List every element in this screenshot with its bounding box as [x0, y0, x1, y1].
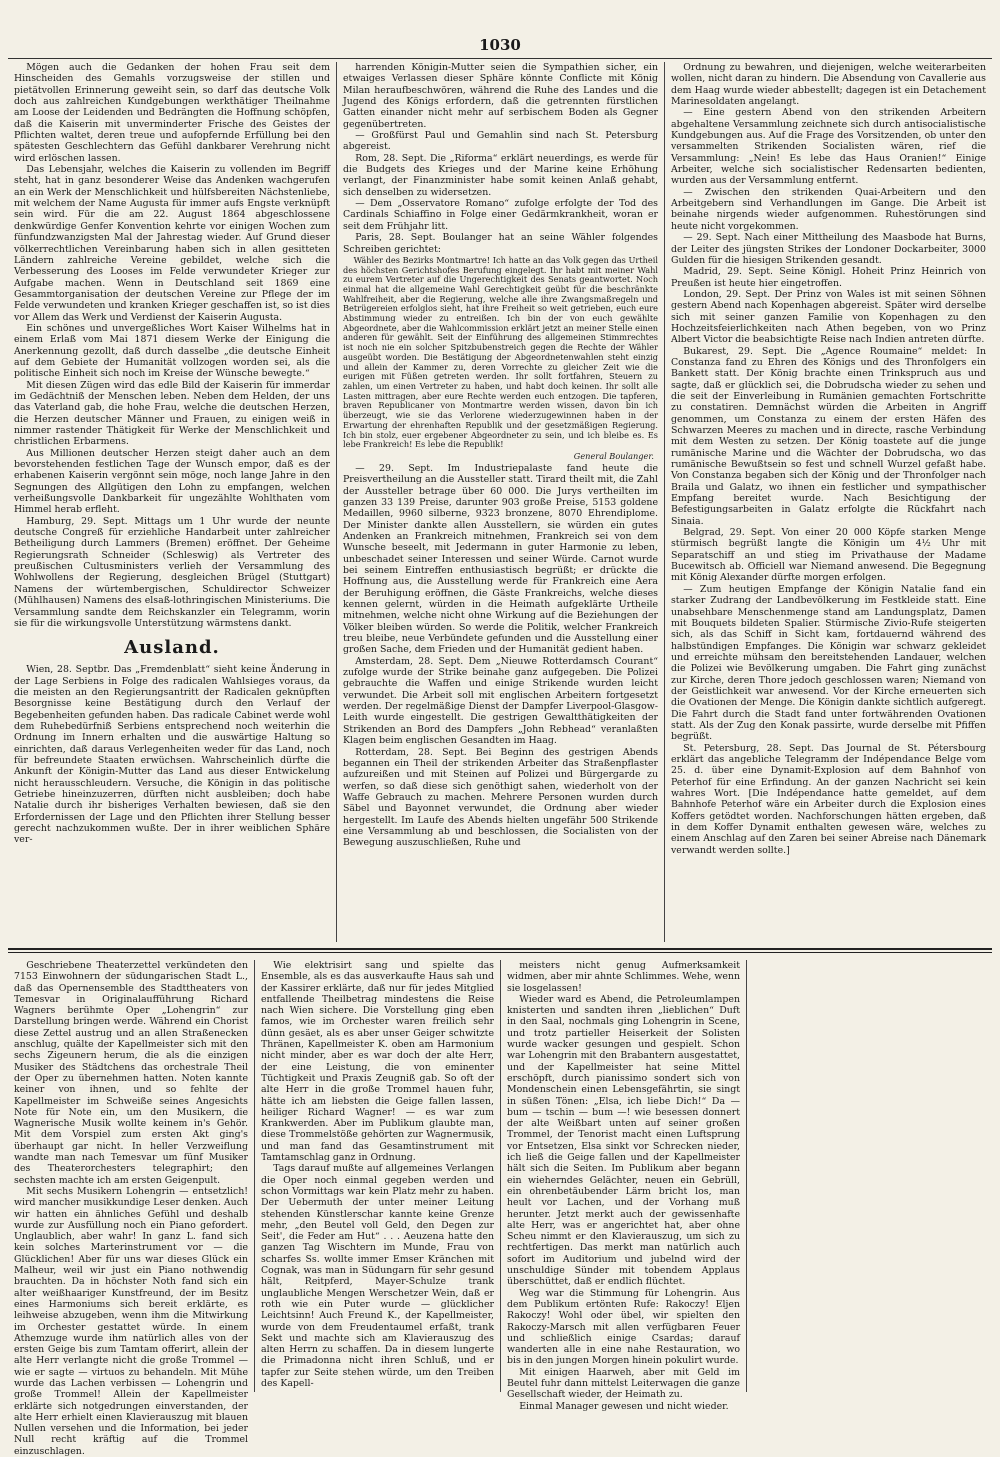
- news-column-2: [336, 62, 664, 942]
- paragraph: Aus Millionen deutscher Herzen steigt daher auch an dem bevorstehenden festlichen Tage der Wunsch empor, daß es der erhabenen Kaiserin vergönnt sein möge, noch lange Jahre in den Segnungen des Allgütigen den Lohn zu empfangen, welchen verheißungsvolle Dankbarkeit für ungezählte Wohlthaten vom Himmel herab erfleht.: [14, 447, 330, 516]
- column-2-after-letter: [343, 463, 658, 849]
- paragraph: — Eine gestern Abend von den strikenden Arbeitern abgehaltene Versammlung zeichnete sich durch antisocialistische Kundgebungen aus. Auf die Frage des Vorsitzenden, ob unter den versammelten Strikenden Socialisten wären, rief die Versammlung: „Nein! Es lebe das Haus Oranien!“ Einige Arbeiter, welche sich socialistischer Redensarten bedienten, wurden aus der Versammlung entfernt.: [671, 107, 986, 187]
- paragraph: Mit sechs Musikern Lohengrin — entsetzlich! wird mancher musikkundige Leser denken. Auch wir hatten ein ähnliches Gefühl und deshalb wurde zur Ausfüllung noch ein Piano gefordert. Unglaublich, aber wahr! In ganz L. fand sich kein solches Marterinstrument vor — die Glücklichen! Aber für uns war dieses Glück ein Malheur, weil wir just ein Piano nothwendig brauchten. Da in höchster Noth fand sich ein alter weißhaariger Kunstfreund, der im Besitz eines Harmoniums sich bereit erklärte, es leihweise abzugeben, wenn ihm die Mitwirkung im Orchester gestattet würde. In einem Athemzuge wurde ihm natürlich alles von der ersten Geige bis zum Tamtam offerirt, allein der alte Herr verlangte nicht die große Trommel — wie er sagte — virtuos zu behandeln. Mit Mühe wurde das Lachen verbissen — Lohengrin und große Trommel! Allein der Kapellmeister erklärte sich notgedrungen einverstanden, der alte Herr erhielt einen Klavierauszug mit blauen Nullen versehen und die Information, bei jeder Null recht kräftig auf die Trommel einzuschlagen.: [14, 1185, 248, 1457]
- paragraph: Rom, 28. Sept. Die „Riforma“ erklärt neuerdings, es werde für die Budgets des Krieges und der Marine keine Erhöhung verlangt, der Finanzminister habe somit keinen Anlaß gehabt, sich denselben zu widersetzen.: [343, 152, 658, 198]
- column-3-paragraphs: [671, 62, 986, 856]
- column-2-paragraphs: [343, 62, 658, 255]
- paragraph: Weg war die Stimmung für Lohengrin. Aus dem Publikum ertönten Rufe: Rakoczy! Eljen Rakoczy! Wohl oder übel, wir spielten den Rakoczy-Marsch mit allen verfügbaren Feuer und schließlich einige Csardas; darauf wanderten alle in eine nahe Restauration, wo bis in den jungen Morgen hinein pokulirt wurde.: [507, 1287, 740, 1367]
- paragraph: meisters nicht genug Aufmerksamkeit widmen, aber mir ahnte Schlimmes. Wehe, wenn sie losgelassen!: [507, 960, 740, 994]
- paragraph: Ein schönes und unvergeßliches Wort Kaiser Wilhelms hat in einem Erlaß vom Mai 1871 diesem Werke der Einigung die Anerkennung gezollt, daß durch dasselbe „die deutsche Einheit auf dem Gebiete der Humanität vollzogen worden sei, als die politische Einheit sich noch im Kreise der Wünsche bewegte.“: [14, 322, 330, 380]
- feuilleton-column-4: [746, 960, 992, 1392]
- paragraph: Geschriebene Theaterzettel verkündeten den 7153 Einwohnern der südungarischen Stadt L., daß das Opernensemble des Stadttheaters von Temesvar in Originalaufführung Richard Wagners berühmte Oper „Lohengrin“ zur Darstellung bringen werde. Während ein Chorist diese Zettel austrug und an allen Straßenecken anschlug, quälte der Kapellmeister sich mit den sechs Zigeunern herum, die als die einzigen Musiker des Städtchens das orchestrale Theil der Oper zu übernehmen hatten. Noten kannte keiner von ihnen, und so fehlte der Kapellmeister im Schweiße seines Angesichts Note für Note ein, um den Musikern, die Wagnerische Musik wollte keinem in's Gehör. Mit dem Vorspiel zum ersten Akt ging's überhaupt gar nicht. In heller Verzweiflung wandte man nach Temesvar um fünf Musiker des Theaterorchesters telegraphirt; den sechsten machte ich am ersten Geigenpult.: [14, 960, 248, 1186]
- feuilleton-column-2: [254, 960, 500, 1392]
- paragraph: Wieder ward es Abend, die Petroleumlampen knisterten und sandten ihren „lieblichen“ Duft in den Saal, nochmals ging Lohengrin in Scene, und trotz partieller Heiserkeit der Solisten wurde wacker gesungen und gespielt. Schon war Lohengrin mit den Brabantern ausgestattet, und der Kapellmeister hat seine Mittel erschöpft, durch pianissimo sondert sich von Mondenschein einen Lebensgefährtin, sie singt in süßen Tönen: „Elsa, ich liebe Dich!“ Da — bum — tschin — bum —! wie besessen donnert der alte Weißbart unten auf seiner großen Trommel, der Tenorist macht einen Luftsprung vor Entsetzen, Elsa sinkt vor Schrecken nieder, ich ließ die Geige fallen und der Kapellmeister hält sich die Seiten. Im Publikum aber begann ein wieherndes Gelächter, neuen ein Gebrüll, ein ohrenbetäubender Lärm bricht los, man heult vor Lachen, und der Vorhang muß herunter. Jetzt merkt auch der gewissenhafte alte Herr, was er angerichtet hat, aber ohne Scheu nimmt er den Klavierauszug, um sich zu rechtfertigen. Das merkt man natürlich auch sofort im Auditorium und jubelnd wird der unschuldige Sünder mit tobendem Applaus überschüttet, daß er endlich flüchtet.: [507, 993, 740, 1288]
- paragraph: Mit diesen Zügen wird das edle Bild der Kaiserin für immerdar im Gedächtniß der Menschen leben. Neben dem Helden, der uns das Vaterland gab, die hohe Frau, welche die deutschen Herzen, die Herzen deutscher Männer und Frauen, zu einigen weiß in nimmer rastender Thätigkeit für Werke der Menschlichkeit und christlichen Erbarmens.: [14, 379, 330, 448]
- boulanger-letter: [343, 256, 658, 450]
- paragraph: Wien, 28. Septbr. Das „Fremdenblatt“ sieht keine Änderung in der Lage Serbiens in Folge des radicalen Wahlsieges voraus, da die meisten an den Regierungsantritt der Radicalen geknüpften Besorgnisse keine Bestätigung durch den Verlauf der Begebenheiten gefunden haben. Das radicale Cabinet werde wohl dem Ruhebedürfniß Serbiens entsprechend noch weiterhin die Ordnung im Innern erhalten und die auswärtige Haltung so einrichten, daß daraus Verlegenheiten weder für das Land, noch für befreundete Staaten erwüchsen. Wahrscheinlich dürfte die Ankunft der Königin-Mutter das Land aus dieser Entwickelung nicht herausschleudern. Versuche, die Königin in das politische Getriebe hineinzuzerren, dürften nicht ausbleiben; doch habe Natalie durch ihr bisheriges Verhalten bewiesen, daß sie den Erfordernissen der Lage und den Pflichten ihrer Stellung besser gerecht nachzukommen wußte. Der in ihrer weiblichen Sphäre ver-: [14, 664, 330, 846]
- paragraph: — Dem „Osservatore Romano“ zufolge erfolgte der Tod des Cardinals Schiaffino in Folge einer Gedärmkrankheit, woran er seit dem Frühjahr litt.: [343, 198, 658, 232]
- feuilleton-column-3: [500, 960, 746, 1412]
- paragraph: Hamburg, 29. Sept. Mittags um 1 Uhr wurde der neunte deutsche Congreß für erziehliche Handarbeit unter zahlreicher Betheiligung durch Lammers (Bremen) eröffnet. Der Geheime Regierungsrath Schneider (Schleswig) als Vertreter des preußischen Cultusministers verlieh der Versammlung des Wohlwollens der Regierung, desgleichen Brügel (Stuttgart) Namens der würtembergischen, Schuldirector Schweizer (Mühlhausen) Namens des elsaß-lothringischen Ministeriums. Die Versammlung sandte dem Reichskanzler ein Telegramm, worin sie für die wirkungsvolle Unterstützung wärmstens dankt.: [14, 515, 330, 629]
- paragraph: Wie elektrisirt sang und spielte das Ensemble, als es das ausverkaufte Haus sah und der Kassirer erklärte, daß nur für jedes Mitglied entfallende Theilbetrag mindestens die Reise nach Wien sichere. Die Vorstellung ging eben famos, wie im Orchester waren freilich sehr dünn gesäet, als es aber unser Geiger schwitzte Thränen, Kapellmeister K. oben am Harmonium nicht minder, aber es war doch der alte Herr, der eine Leistung, die von eminenter Tüchtigkeit und Praxis Zeugniß gab. So oft der alte Herr in die große Trommel hauen fuhr, hätte ich am liebsten die Geige fallen lassen, heiliger Richard Wagner! — es war zum Krankwerden. Aber im Publikum glaubte man, diese Trommelstöße gehörten zur Wagnermusik, und man fand das Gesamtinstrument mit Tamtamschlag ganz in Ordnung.: [261, 960, 494, 1164]
- section-heading-ausland: Ausland.: [124, 637, 220, 659]
- letter-signature: General Boulanger.: [573, 450, 654, 461]
- paragraph: — Zwischen den strikenden Quai-Arbeitern und den Arbeitgebern sind Verhandlungen im Gange. Die Arbeit ist beinahe nirgends wieder aufgenommen. Ruhestörungen sind heute nicht vorgekommen.: [671, 186, 986, 232]
- column-1-paragraphs: [14, 62, 330, 629]
- header-rule: [8, 58, 992, 59]
- paragraph: London, 29. Sept. Der Prinz von Wales ist mit seinen Söhnen gestern Abend nach Kopenhagen abgereist. Später wird derselbe sich mit seiner ganzen Familie von Kopenhagen zu den Hochzeitsfeierlichkeiten nach Athen begeben, von wo Prinz Albert Victor die beabsichtigte Reise nach Indien antreten dürfte.: [671, 288, 986, 346]
- paragraph: Wähler des Bezirks Montmartre! Ich hatte an das Volk gegen das Urtheil des höchsten Gerichtshofes Berufung eingelegt. Ihr habt mit meiner Wahl zu eurem Vertreter auf die Ungerechtigkeit des Senats geantwortet. Noch einmal hat die allgemeine Wahl Gerechtigkeit geübt für die beschränkte Wahlfreiheit, aber die Regierung, welche alle ihre Zwangsmaßregeln und Betrügereien erfolglos sieht, hat ihre Freiheit so weit getrieben, euch eure Abstimmung wieder zu entreißen. Ich bin der von euch gewählte Abgeordnete, aber die Wahlcommission erklärt jetzt an meiner Stelle einen anderen für gewählt. Seit der Einführung des allgemeinen Stimmrechtes ist noch nie ein solcher Spitzbubenstreich gegen die Rechte der Wähler ausgeübt worden. Die Bestätigung der Abgeordnetenwahlen steht einzig und allein der Kammer zu, deren Vorrechte zu gleicher Zeit wie die eurigen mit Füßen getreten werden. Ihr sollt fortfahren, Steuern zu zahlen, um einen Vertreter zu haben, und habt doch keinen. Ihr sollt alle Lasten mittragen, aber eure Rechte werden euch entzogen. Die tapferen, braven Republicaner von Montmartre werden wissen, davon bin ich überzeugt, wie sie das Verlorene wiederzugewinnen haben in der Erwartung der ehrenhaften Republik und der gesetzmäßigen Regierung. Ich bin stolz, euer ergebener Abgeordneter zu sein, und ich bleibe es. Es lebe Frankreich! Es lebe die Republik!: [343, 254, 658, 450]
- paragraph: Paris, 28. Sept. Boulanger hat an seine Wähler folgendes Schreiben gerichtet:: [343, 232, 658, 255]
- paragraph: Amsterdam, 28. Sept. Dem „Nieuwe Rotterdamsch Courant“ zufolge wurde der Strike beinahe ganz aufgegeben. Die Polizei gebrauchte die Waffen und einige Strikende wurden leicht verwundet. Die Arbeit soll mit englischen Arbeitern fortgesetzt werden. Der regelmäßige Dienst der Dampfer Liverpool-Glasgow-Leith wurde eingestellt. Die gestrigen Gewaltthätigkeiten der Strikenden an Bord des Dampfers „John Rebhead“ veranlaßten Klagen beim englischen Gesandten im Haag.: [343, 655, 658, 747]
- paragraph: Madrid, 29. Sept. Seine Königl. Hoheit Prinz Heinrich von Preußen ist heute hier eingetroffen.: [671, 266, 986, 289]
- news-column-3: [664, 62, 992, 942]
- feuilleton-column-1: [8, 960, 254, 1457]
- paragraph: — Großfürst Paul und Gemahlin sind nach St. Petersburg abgereist.: [343, 130, 658, 153]
- news-column-1: [8, 62, 336, 942]
- feuilleton-col-1-paragraphs: [14, 960, 248, 1457]
- feuilleton-col-2-paragraphs: [261, 960, 494, 1389]
- paragraph: — 29. Sept. Im Industriepalaste fand heute die Preisvertheilung an die Aussteller statt. Tirard theilt mit, die Zahl der Aussteller betrage über 60 000. Die Jurys vertheilten im ganzen 33 139 Preise, darunter 903 große Preise, 5153 goldene Medaillen, 9960 silberne, 9323 bronzene, 8070 Ehrendiplome. Der Minister dankte allen Ausstellern, sie würden ein gutes Andenken an Frankreich mitnehmen, Frankreich sei von dem Wunsche beseelt, mit Jedermann in guter Harmonie zu leben, unbeschadet seiner Interessen und seiner Würde. Carnot wurde bei seinem Eintreffen enthusiastisch begrüßt; er drückte die Hoffnung aus, die Ausstellung werde für Frankreich eine Aera der Beruhigung eröffnen, die Gäste Frankreichs, welche dieses kennen gelernt, würden in die Heimath aufgeklärte Urtheile mitnehmen, welche nicht ohne Wirkung auf die Beziehungen der Völker bleiben würden. So werde die Politik, welcher Frankreich treu bleibe, neue Verbündete gefunden und die Ausstellung einer großen Sache, dem Frieden und der Humanität gedient haben.: [343, 462, 658, 656]
- paragraph: — Zum heutigen Empfange der Königin Natalie fand ein starker Zudrang der Landbevölkerung im Festkleide statt. Eine unabsehbare Menschenmenge stand am Landungsplatz, Damen mit Bouquets bildeten Spalier. Stürmische Zivio-Rufe steigerten sich, als das Schiff in Sicht kam, fortdauernd während des halbstündigen Empfanges. Die Königin war schwarz gekleidet und erreichte mühsam den bereitstehenden Landauer, welchen die Polizei wie Bevölkerung umgaben. Die Fahrt ging zunächst zur Kirche, deren Thore jedoch geschlossen waren; Niemand von der Geistlichkeit war anwesend. Vor der Kirche erneuerten sich die Ovationen der Menge. Die Königin dankte sichtlich aufgeregt. Die Fahrt durch die Stadt fand unter fortwährenden Ovationen statt. Als der Zug den Konak passirte, wurde derselbe mit Pfiffen begrüßt.: [671, 583, 986, 743]
- paragraph: Rotterdam, 28. Sept. Bei Beginn des gestrigen Abends begannen ein Theil der strikenden Arbeiter das Straßenpflaster aufzureißen und mit Steinen auf Polizei und Bürgergarde zu werfen, so daß diese sich genöthigt sahen, wiederholt von der Waffe Gebrauch zu machen. Mehrere Personen wurden durch Säbel und Bayonnet verwundet, die Ordnung aber wieder hergestellt. Im Laufe des Abends hielten ungefähr 500 Strikende eine Versammlung ab und beschlossen, die Socialisten von der Bewegung auszuschließen, Ruhe und: [343, 746, 658, 849]
- paragraph: Das Lebensjahr, welches die Kaiserin zu vollenden im Begriff steht, hat in ganz besonderer Weise das Andenken wachgerufen an ein Werk der Menschlichkeit und hülfsbereiten Nächstenliebe, mit welchem der Name Augusta für immer aufs Engste verknüpft sein wird. Für die am 22. August 1864 abgeschlossene denkwürdige Genfer Konvention kehrte vor einigen Wochen zum fünfundzwanzigsten Mal der Jahrestag wieder. Auf Grund dieser völkerrechtlichen Vereinbarung haben sich in allen gesitteten Ländern zahlreiche Vereine gebildet, welche sich die Verbesserung des Looses im Felde verwundeter Krieger zur Aufgabe machen. Wenn in Deutschland seit 1869 eine Gesammtorganisation der deutschen Vereine zur Pflege der im Felde verwundeten und kranken Krieger geschaffen ist, so ist dies vor Allem das Werk und Verdienst der Kaiserin Augusta.: [14, 164, 330, 323]
- paragraph: Einmal Manager gewesen und nicht wieder.: [519, 1400, 729, 1412]
- paragraph: Mit einigen Haarweh, aber mit Geld im Beutel fuhr dann mittelst Leiterwagen die ganze Gesellschaft wieder, der Heimath zu.: [507, 1366, 740, 1401]
- paragraph: harrenden Königin-Mutter seien die Sympathien sicher, ein etwaiges Verlassen dieser Sphäre könnte Conflicte mit König Milan heraufbeschwören, während die Ruhe des Landes und die Jugend des Königs erfordern, daß die getrennten fürstlichen Gatten einander nicht mehr auf serbischem Boden als Gegner gegenübertreten.: [343, 62, 658, 130]
- paragraph: Mögen auch die Gedanken der hohen Frau seit dem Hinscheiden des Gemahls vorzugsweise der stillen und pietätvollen Erinnerung geweiht sein, so darf das deutsche Volk doch aus zahlreichen Kundgebungen werkthätiger Theilnahme am Loose der Leidenden und Bedrängten die Hoffnung schöpfen, daß die Kaiserin mit unverminderter Frische des Geistes der Pflichten waltet, deren treue und aufopfernde Erfüllung bei den spätesten Geschlechtern das Gefühl dankbarer Verehrung nicht wird erlöschen lassen.: [14, 62, 330, 164]
- feuilleton-rule-thin: [8, 952, 992, 953]
- paragraph: Ordnung zu bewahren, und diejenigen, welche weiterarbeiten wollen, nicht daran zu hindern. Die Absendung von Cavallerie aus dem Haag wurde wieder abbestellt; dagegen ist ein Detachement Marinesoldaten angelangt.: [671, 62, 986, 108]
- paragraph: Bukarest, 29. Sept. Die „Agence Roumaine“ meldet: In Constanza fand zu Ehren des Königs und des Thronfolgers ein Bankett statt. Der König brachte einen Trinkspruch aus und sagte, daß er glücklich sei, die Dobrudscha wieder zu sehen und die seit der Einverleibung in Rumänien gemachten Fortschritte zu constatiren. Demnächst würden die Arbeiten in Angriff genommen, um Constanza zu einem der ersten Häfen des Schwarzen Meeres zu machen und in directe, rasche Verbindung mit dem Westen zu setzen. Der König toastete auf die junge rumänische Marine und die Wächter der Dobrudscha, wo das rumänische Bewußtsein so fest und schnell Wurzel gefaßt habe. Von Constanza begaben sich der König und der Thronfolger nach Braila und Galatz, wo ihnen ein festlicher und sympathischer Empfang bereitet wurde. Nach Besichtigung der Befestigungsarbeiten in Galatz erfolgte die Rückfahrt nach Sinaia.: [671, 345, 986, 527]
- feuilleton-section: [8, 960, 992, 1457]
- paragraph: Belgrad, 29. Sept. Von einer 20 000 Köpfe starken Menge stürmisch begrüßt langte die Königin um 4½ Uhr mit Separatschiff an und stieg im Privathause der Madame Bucewitsch ab. Officiell war Niemand anwesend. Die Begegnung mit König Alexander dürfte morgen erfolgen.: [671, 527, 986, 584]
- news-section: [8, 62, 992, 942]
- paragraph: — 29. Sept. Nach einer Mittheilung des Maasbode hat Burns, der Leiter des jüngsten Strikes der Londoner Dockarbeiter, 3000 Gulden für die hiesigen Strikenden gesandt.: [671, 232, 986, 266]
- paragraph: Tags darauf mußte auf allgemeines Verlangen die Oper noch einmal gegeben werden und schon Vormittags war kein Platz mehr zu haben. Der Uebermuth der unter meiner Leitung stehenden Künstlerschar kannte keine Grenze mehr, „den Beutel voll Geld, den Degen zur Seit', die Feder am Hut“ . . . Aeuzena hatte den ganzen Tag Wischtern im Munde, Frau von scharfes Ss. wollte immer Emser Kränchen mit Cognak, was man in Südungarn für sehr gesund hält, Reitpferd, Mayer-Schulze trank unglaubliche Mengen Werschetzer Wein, daß er roth wie ein Puter wurde — glücklicher Leichtsinn! Auch Freund K., der Kapellmeister, wurde von dem Freudentaumel erfaßt, trank Sekt und machte sich am Klavierauszug des alten Herrn zu schaffen. Da in diesem lungerte die Primadonna nicht ihren Schluß, und er tapfer zur Seite stehen würde, um den Treiben des Kapell-: [261, 1163, 494, 1389]
- paragraph: St. Petersburg, 28. Sept. Das Journal de St. Pétersbourg erklärt das angebliche Telegramm der Indépendance Belge vom 25. d. über eine Dynamit-Explosion auf dem Bahnhof von Peterhof für eine Erfindung. An der ganzen Nachricht sei kein wahres Wort. [Die Indépendance hatte gemeldet, auf dem Bahnhofe Peterhof wäre ein Arbeiter durch die Explosion eines Koffers getödtet worden. Nachforschungen hätten ergeben, daß in dem Koffer Dynamit enthalten gewesen wäre, welches zu einem Anschlag auf den Zaren bei seiner Abreise nach Dänemark verwandt werden sollte.]: [671, 742, 986, 856]
- page-number: 1030: [479, 36, 521, 54]
- feuilleton-rule: [8, 948, 992, 950]
- feuilleton-col-3-paragraphs: [507, 960, 740, 1412]
- column-1-after-heading: [14, 664, 330, 846]
